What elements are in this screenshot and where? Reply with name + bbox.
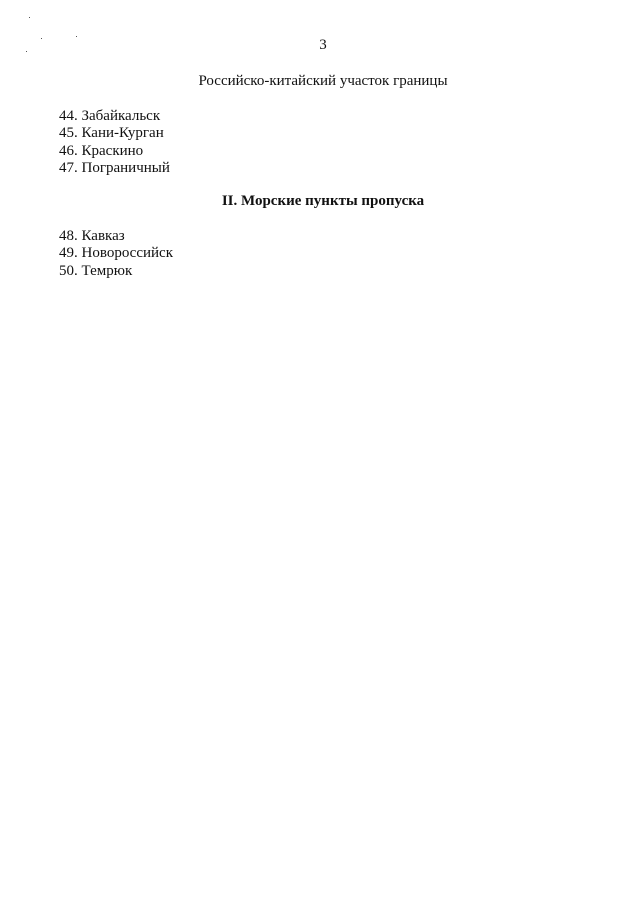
- list-item: 47. Пограничный: [59, 159, 170, 176]
- sea-crossings-list: [59, 228, 173, 280]
- list-item: 48. Кавказ: [59, 228, 125, 244]
- list-item: 44. Забайкальск: [59, 108, 161, 124]
- section-heading: II. Морские пункты пропуска: [221, 193, 425, 209]
- list-item: 46. Краскино: [59, 142, 144, 159]
- land-crossings-list: [59, 108, 170, 177]
- list-item: 50. Темрюк: [59, 262, 133, 279]
- subsection-title: Российско-китайский участок границы: [198, 73, 448, 89]
- list-item: 45. Кани-Курган: [59, 125, 164, 142]
- list-item: 49. Новороссийск: [59, 245, 174, 262]
- page-number: 3: [319, 37, 327, 53]
- scan-speck: [29, 17, 30, 18]
